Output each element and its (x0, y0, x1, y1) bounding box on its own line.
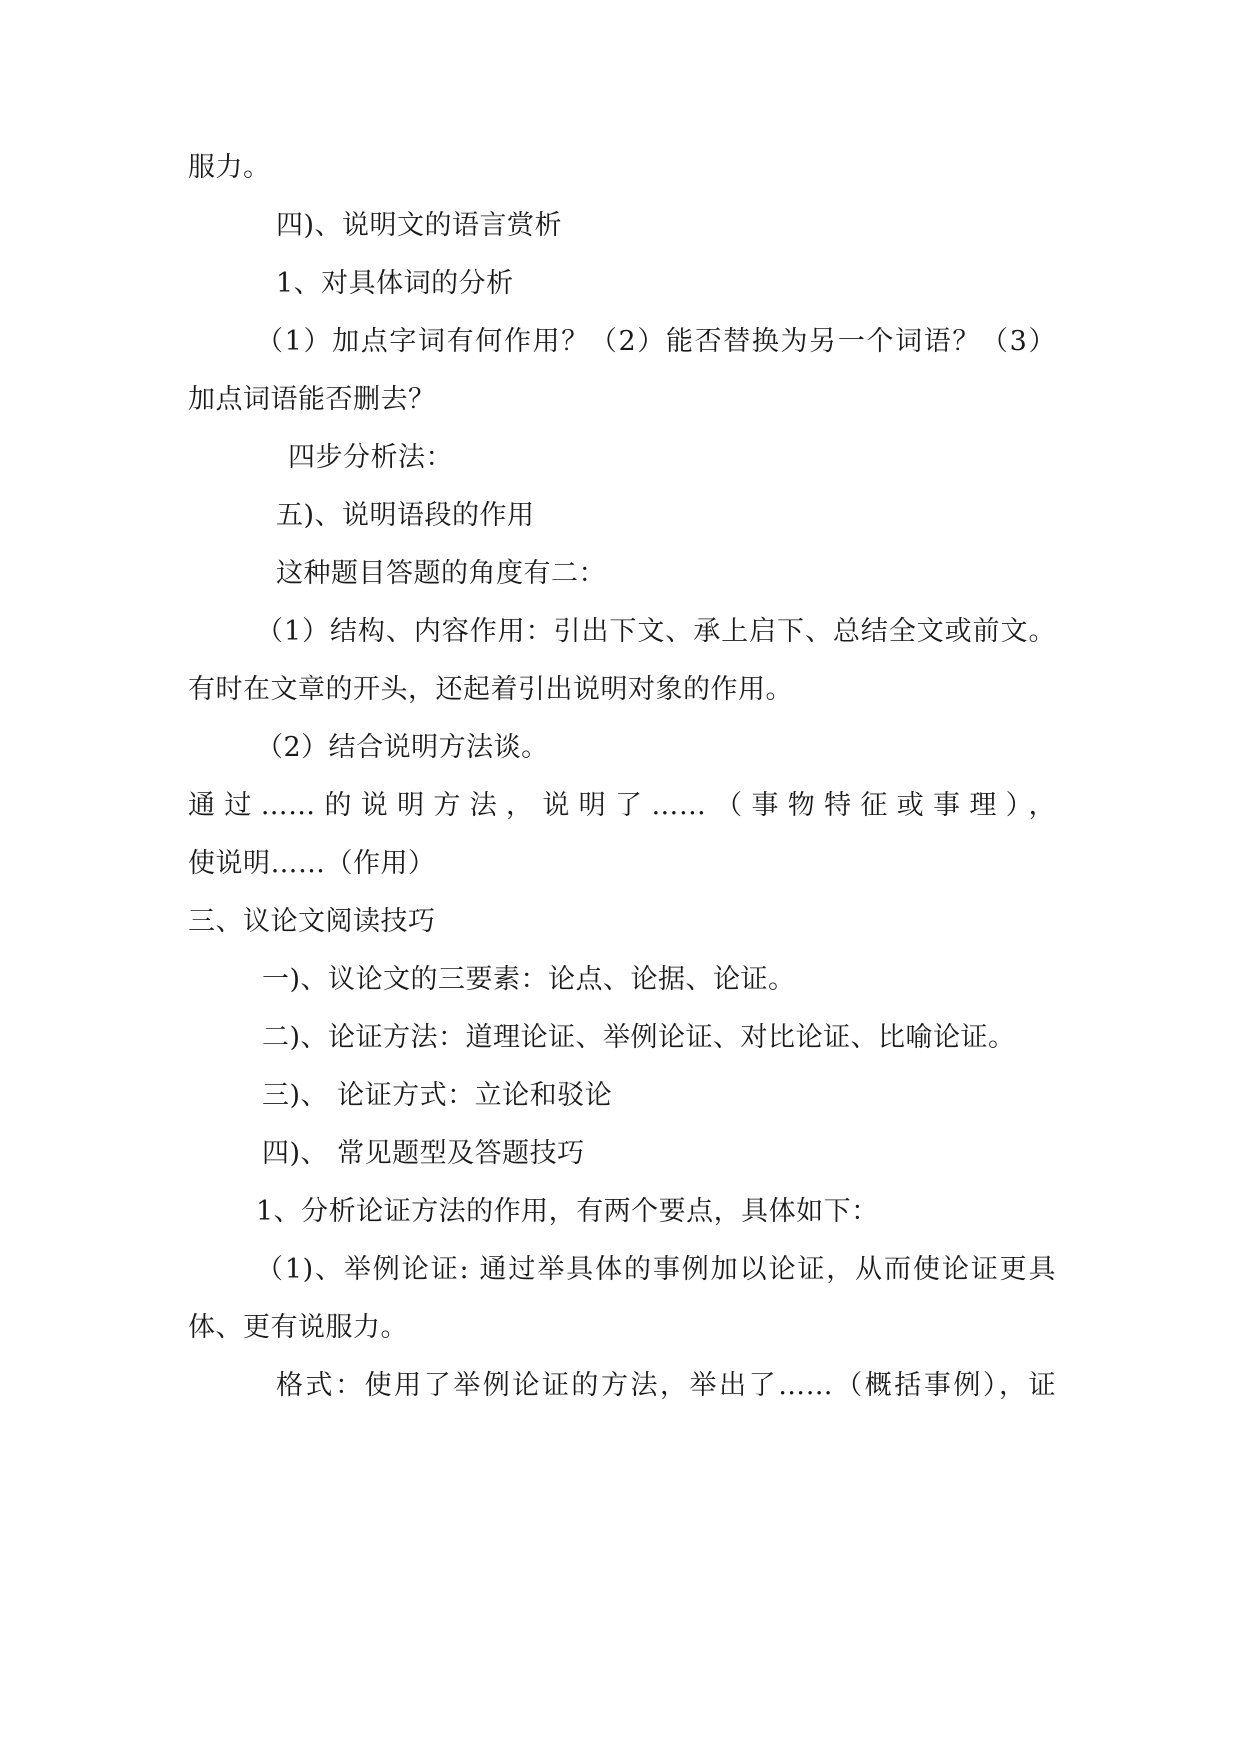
text-line: 四步分析法： (288, 442, 453, 473)
text-line: （1)、举例论证: 通过举具体的事例加以论证，从而使论证更具 (256, 1254, 1056, 1285)
text-line: 使说明……（作用） (188, 848, 436, 879)
section-heading: 三、议论文阅读技巧 (188, 906, 436, 937)
text-line: （1）加点字词有何作用？（2）能否替换为另一个词语？（3） (256, 326, 1056, 357)
text-line: 一)、议论文的三要素：论点、论据、论证。 (262, 964, 796, 995)
text-line: 体、更有说服力。 (188, 1312, 408, 1343)
text-line: 二)、论证方法：道理论证、举例论证、对比论证、比喻论证。 (262, 1022, 1016, 1053)
text-line: （1）结构、内容作用：引出下文、承上启下、总结全文或前文。 (256, 616, 1056, 647)
section-heading: 五)、说明语段的作用 (276, 500, 535, 531)
subsection-heading: 1、对具体词的分析 (276, 268, 514, 299)
text-line: 通过……的说明方法，说明了……（事物特征或事理）， (188, 790, 1056, 821)
text-line: 格式：使用了举例论证的方法，举出了……（概括事例），证 (276, 1370, 1056, 1401)
subsection-heading: 1、分析论证方法的作用，有两个要点，具体如下： (256, 1196, 879, 1227)
text-line: （2）结合说明方法谈。 (256, 732, 549, 763)
text-line: 服力。 (188, 152, 271, 183)
text-line: 三)、 论证方式：立论和驳论 (262, 1080, 613, 1111)
section-heading: 四)、 常见题型及答题技巧 (262, 1138, 585, 1169)
section-heading: 四)、说明文的语言赏析 (276, 210, 563, 241)
text-line: 这种题目答题的角度有二： (276, 558, 606, 589)
text-line: 有时在文章的开头，还起着引出说明对象的作用。 (188, 674, 793, 705)
text-line: 加点词语能否删去？ (188, 384, 436, 415)
